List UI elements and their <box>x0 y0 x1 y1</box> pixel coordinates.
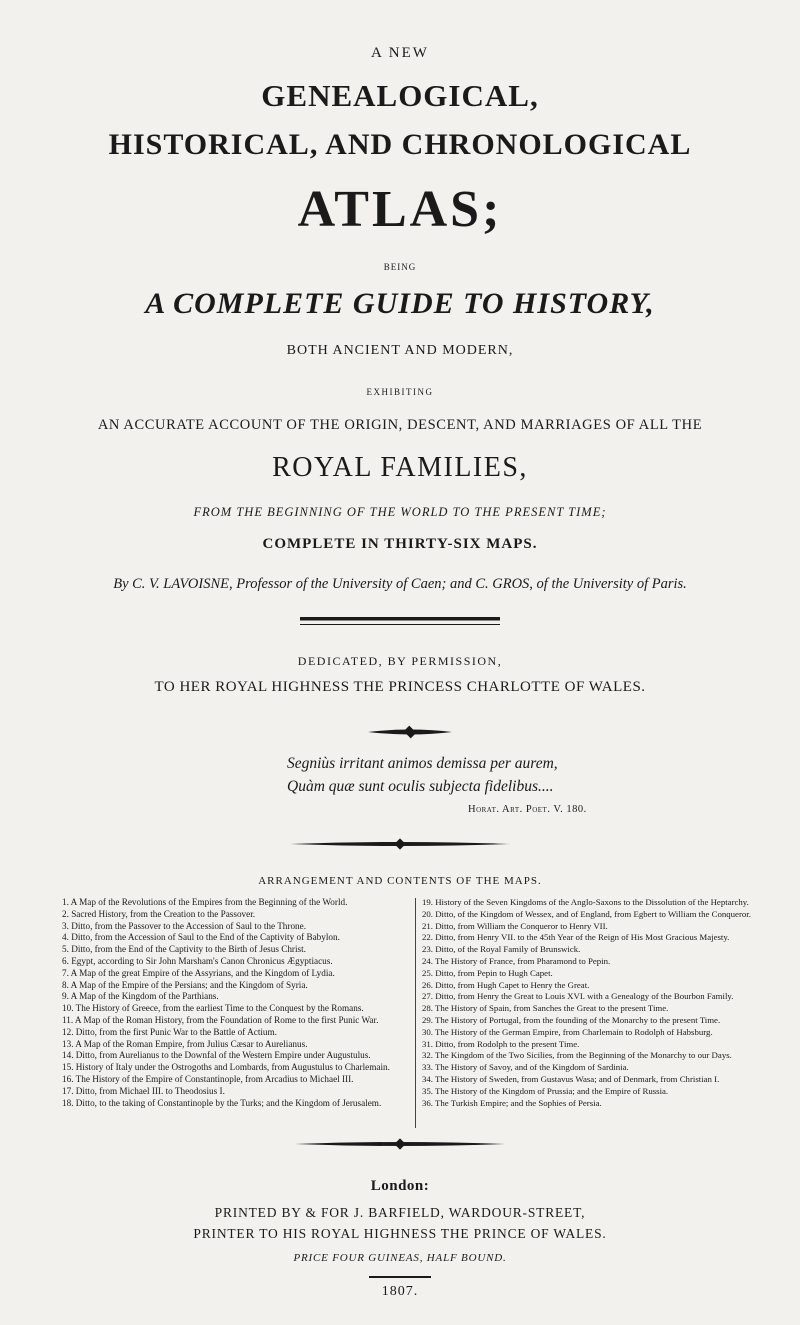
contents-item: 26. Ditto, from Hugh Capet to Henry the Great. <box>422 979 590 990</box>
contents-item: 18. Ditto, to the taking of Constantinople by the Turks; and the Kingdom of Jerusalem. <box>62 1097 382 1108</box>
contents-item: 13. A Map of the Roman Empire, from Julius Cæsar to Aurelianus. <box>62 1038 308 1049</box>
royal-families-line: ROYAL FAMILIES, <box>272 452 528 483</box>
contents-item: 15. History of Italy under the Ostrogoths and Lombards, from Augustulus to Charlemain. <box>62 1062 390 1073</box>
title-line-atlas: ATLAS; <box>297 181 503 238</box>
contents-item: 29. The History of Portugal, from the founding of the Monarchy to the present Time. <box>422 1014 721 1025</box>
contents-item: 5. Ditto, from the End of the Captivity to the Birth of Jesus Christ. <box>62 944 306 955</box>
authors-line: By C. V. LAVOISNE, Professor of the University of Caen; and C. GROS, of the University of Paris. <box>113 576 687 592</box>
ornament-rule-long <box>290 838 510 850</box>
imprint-line-1: PRINTED BY & FOR J. BARFIELD, WARDOUR-STREET, <box>214 1205 586 1220</box>
contents-item: 22. Ditto, from Henry VII. to the 45th Year of the Reign of His Most Gracious Majesty. <box>422 932 730 943</box>
contents-item: 12. Ditto, from the first Punic War to the Battle of Actium. <box>62 1026 277 1037</box>
epigraph-line-2: Quàm quæ sunt oculis subjecta fidelibus.... <box>287 778 554 795</box>
title-line-historical: HISTORICAL, AND CHRONOLOGICAL <box>108 128 692 161</box>
subtitle: A COMPLETE GUIDE TO HISTORY, <box>145 287 655 320</box>
being-label: BEING <box>383 262 417 272</box>
contents-item: 28. The History of Spain, from Sanches the Great to the present Time. <box>422 1003 669 1014</box>
imprint-city: London: <box>370 1178 430 1194</box>
year-rule-line <box>369 1276 431 1278</box>
ornament-rule <box>368 725 452 739</box>
contents-item: 16. The History of the Empire of Constantinople, from Arcadius to Michael III. <box>62 1073 354 1084</box>
contents-item: 19. History of the Seven Kingdoms of the Anglo-Saxons to the Dissolution of the Heptarchy. <box>422 897 749 907</box>
imprint-price: PRICE FOUR GUINEAS, HALF BOUND. <box>293 1252 507 1264</box>
contents-item: 2. Sacred History, from the Creation to the Passover. <box>62 908 256 919</box>
dedication-line-1: DEDICATED, BY PERMISSION, <box>297 654 503 668</box>
contents-item: 17. Ditto, from Michael III. to Theodosius I. <box>62 1085 225 1096</box>
epigraph-line-1: Segniùs irritant animos demissa per aurem, <box>287 755 558 772</box>
contents-item: 20. Ditto, of the Kingdom of Wessex, and of England, from Egbert to William the Conqueror. <box>422 908 751 919</box>
ornament-rule-bottom <box>295 1138 505 1150</box>
contents-item: 3. Ditto, from the Passover to the Accession of Saul to the Throne. <box>62 920 307 931</box>
rule-thin <box>300 624 500 625</box>
contents-left-column <box>62 897 390 1109</box>
contents-item: 8. A Map of the Empire of the Persians; and the Kingdom of Syria. <box>62 979 308 990</box>
contents-item: 9. A Map of the Kingdom of the Parthians. <box>62 991 219 1002</box>
contents-item: 23. Ditto, of the Royal Family of Brunswick. <box>422 944 581 955</box>
title-line-genealogical: GENEALOGICAL, <box>261 78 539 113</box>
contents-item: 10. The History of Greece, from the earliest Time to the Conquest by the Romans. <box>62 1003 364 1014</box>
contents-item: 27. Ditto, from Henry the Great to Louis XVI. with a Genealogy of the Bourbon Family. <box>422 991 734 1002</box>
year-rule <box>369 1276 431 1280</box>
rule-thick <box>300 617 500 621</box>
contents-item: 32. The Kingdom of the Two Sicilies, from the Beginning of the Monarchy to our Days. <box>422 1050 732 1061</box>
contents-item: 31. Ditto, from Rodolph to the present Time. <box>422 1038 580 1049</box>
contents-item: 1. A Map of the Revolutions of the Empires from the Beginning of the World. <box>62 897 348 907</box>
contents-item: 24. The History of France, from Pharamond to Pepin. <box>422 955 611 966</box>
complete-maps-line: COMPLETE IN THIRTY-SIX MAPS. <box>262 536 538 552</box>
contents-item: 33. The History of Savoy, and of the Kingdom of Sardinia. <box>422 1062 629 1073</box>
contents-item: 36. The Turkish Empire; and the Sophies of Persia. <box>422 1097 602 1108</box>
imprint-line-2: PRINTER TO HIS ROYAL HIGHNESS THE PRINCE OF WALES. <box>193 1226 607 1241</box>
imprint-year: 1807. <box>381 1284 419 1299</box>
account-line: AN ACCURATE ACCOUNT OF THE ORIGIN, DESCENT, AND MARRIAGES OF ALL THE <box>97 417 703 433</box>
ornament-diamond <box>404 726 417 739</box>
contents-item: 21. Ditto, from William the Conqueror to Henry VII. <box>422 920 608 931</box>
ornament-long-diamond <box>394 838 405 849</box>
contents-item: 30. The History of the German Empire, from Charlemain to Rodolph of Habsburg. <box>422 1026 713 1037</box>
contents-item: 11. A Map of the Roman History, from the Foundation of Rome to the first Punic War. <box>62 1014 379 1025</box>
contents-item: 34. The History of Sweden, from Gustavus Wasa; and of Denmark, from Christian I. <box>422 1073 720 1084</box>
ornament-bottom-diamond <box>394 1138 405 1149</box>
ancient-modern-line: BOTH ANCIENT AND MODERN, <box>286 343 514 358</box>
double-rule <box>300 617 500 629</box>
contents-item: 6. Egypt, according to Sir John Marsham's Canon Chronicus Ægyptiacus. <box>62 955 333 966</box>
epigraph-source: Horat. Art. Poet. V. 180. <box>468 804 587 815</box>
exhibiting-label: EXHIBITING <box>366 387 434 397</box>
contents-heading: ARRANGEMENT AND CONTENTS OF THE MAPS. <box>258 875 542 887</box>
contents-item: 14. Ditto, from Aurelianus to the Downfal of the Western Empire under Augustulus. <box>62 1050 371 1061</box>
contents-item: 35. The History of the Kingdom of Prussia; and the Empire of Russia. <box>422 1085 669 1096</box>
dedication-line-2: TO HER ROYAL HIGHNESS THE PRINCESS CHARLOTTE OF WALES. <box>154 679 646 695</box>
contents-right-column <box>422 897 751 1109</box>
contents-column-divider <box>415 898 416 1128</box>
contents-item: 4. Ditto, from the Accession of Saul to the End of the Captivity of Babylon. <box>62 932 340 943</box>
title-line-a-new: A NEW <box>371 45 429 61</box>
from-beginning-line: FROM THE BEGINNING OF THE WORLD TO THE PRESENT TIME; <box>193 505 607 519</box>
contents-item: 25. Ditto, from Pepin to Hugh Capet. <box>422 967 553 978</box>
contents-item: 7. A Map of the great Empire of the Assyrians, and the Kingdom of Lydia. <box>62 967 335 978</box>
